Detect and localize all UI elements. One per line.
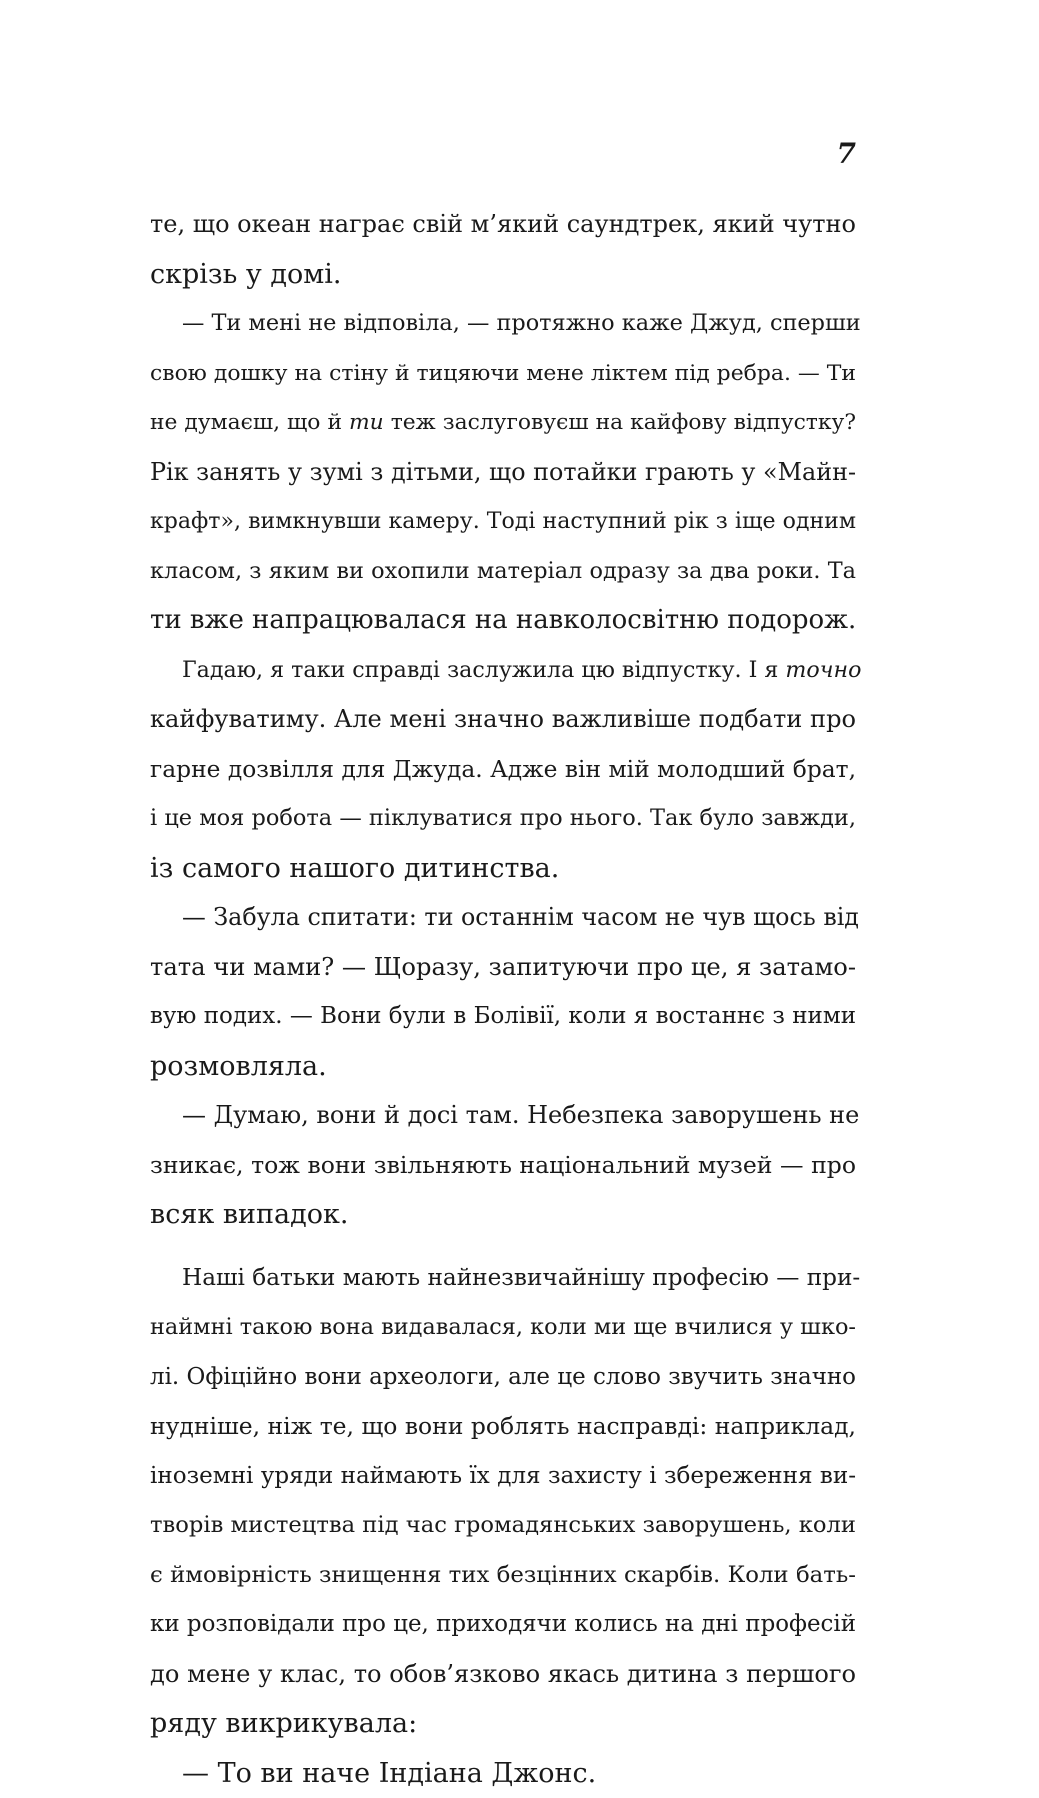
text-line: свою дошку на стіну й тицяючи мене ліктем під ребра. — Ти (150, 349, 856, 399)
text-line: творів мистецтва під час громадянських заворушень, коли (150, 1501, 856, 1551)
text-line: Наші батьки мають найнезвичайнішу професію — при- (150, 1254, 856, 1304)
text-line: вую подих. — Вони були в Болівії, коли я востаннє з ними (150, 992, 856, 1042)
text-line: Рік занять у зумі з дітьми, що потайки грають у «Майн- (150, 448, 856, 498)
text-line: класом, з яким ви охопили матеріал одразу за два роки. Та (150, 547, 856, 597)
text-run: теж заслуговуєш на кайфову відпустку? (384, 410, 856, 435)
text-line: ти вже напрацювалася на навколосвітню подорож. (150, 596, 856, 646)
text-line: кайфуватиму. Але мені значно важливіше подбати про (150, 695, 856, 745)
italic-run: ти (349, 410, 384, 435)
text-line (150, 646, 856, 696)
text-line: із самого нашого дитинства. (150, 844, 856, 894)
text-line: скрізь у домі. (150, 250, 856, 300)
text-line: наймні такою вона видавалася, коли ми ще вчилися у шко- (150, 1303, 856, 1353)
text-line: розмовляла. (150, 1042, 856, 1092)
text-line: ки розповідали про це, приходячи колись на дні професій (150, 1600, 856, 1650)
italic-run: точно (785, 657, 861, 683)
text-line (150, 398, 856, 448)
text-run: не думаєш, що й (150, 410, 349, 435)
text-line: — То ви наче Індіана Джонс. (150, 1749, 856, 1798)
text-line: — Забула спитати: ти останнім часом не чув щось від (150, 893, 856, 943)
text-line: всяк випадок. (150, 1190, 856, 1240)
page-number: 7 (837, 140, 856, 168)
text-line: нудніше, ніж те, що вони роблять насправді: наприклад, (150, 1402, 856, 1452)
text-line: зникає, тож вони звільняють національний музей — про (150, 1141, 856, 1191)
text-line: гарне дозвілля для Джуда. Адже він мій молодший брат, (150, 745, 856, 795)
text-line: ряду викрикувала: (150, 1699, 856, 1749)
text-line: — Ти мені не відповіла, — протяжно каже Джуд, сперши (150, 299, 856, 349)
text-line: — Думаю, вони й досі там. Небезпека заворушень не (150, 1091, 856, 1141)
text-line: тата чи мами? — Щоразу, запитуючи про це, я затамо- (150, 943, 856, 993)
text-run: Гадаю, я таки справді заслужила цю відпустку. І я (182, 657, 785, 683)
text-line: крафт», вимкнувши камеру. Тоді наступний рік з іще одним (150, 497, 856, 547)
body-text (150, 200, 856, 1798)
text-line: іноземні уряди наймають їх для захисту і збереження ви- (150, 1452, 856, 1502)
text-line: є ймовірність знищення тих безцінних скарбів. Коли бать- (150, 1551, 856, 1601)
text-line: те, що океан награє свій м’який саундтрек, який чутно (150, 200, 856, 250)
text-line: до мене у клас, то обов’язково якась дитина з першого (150, 1650, 856, 1700)
text-line: і це моя робота — піклуватися про нього. Так було завжди, (150, 794, 856, 844)
text-line: лі. Офіційно вони археологи, але це слово звучить значно (150, 1353, 856, 1403)
